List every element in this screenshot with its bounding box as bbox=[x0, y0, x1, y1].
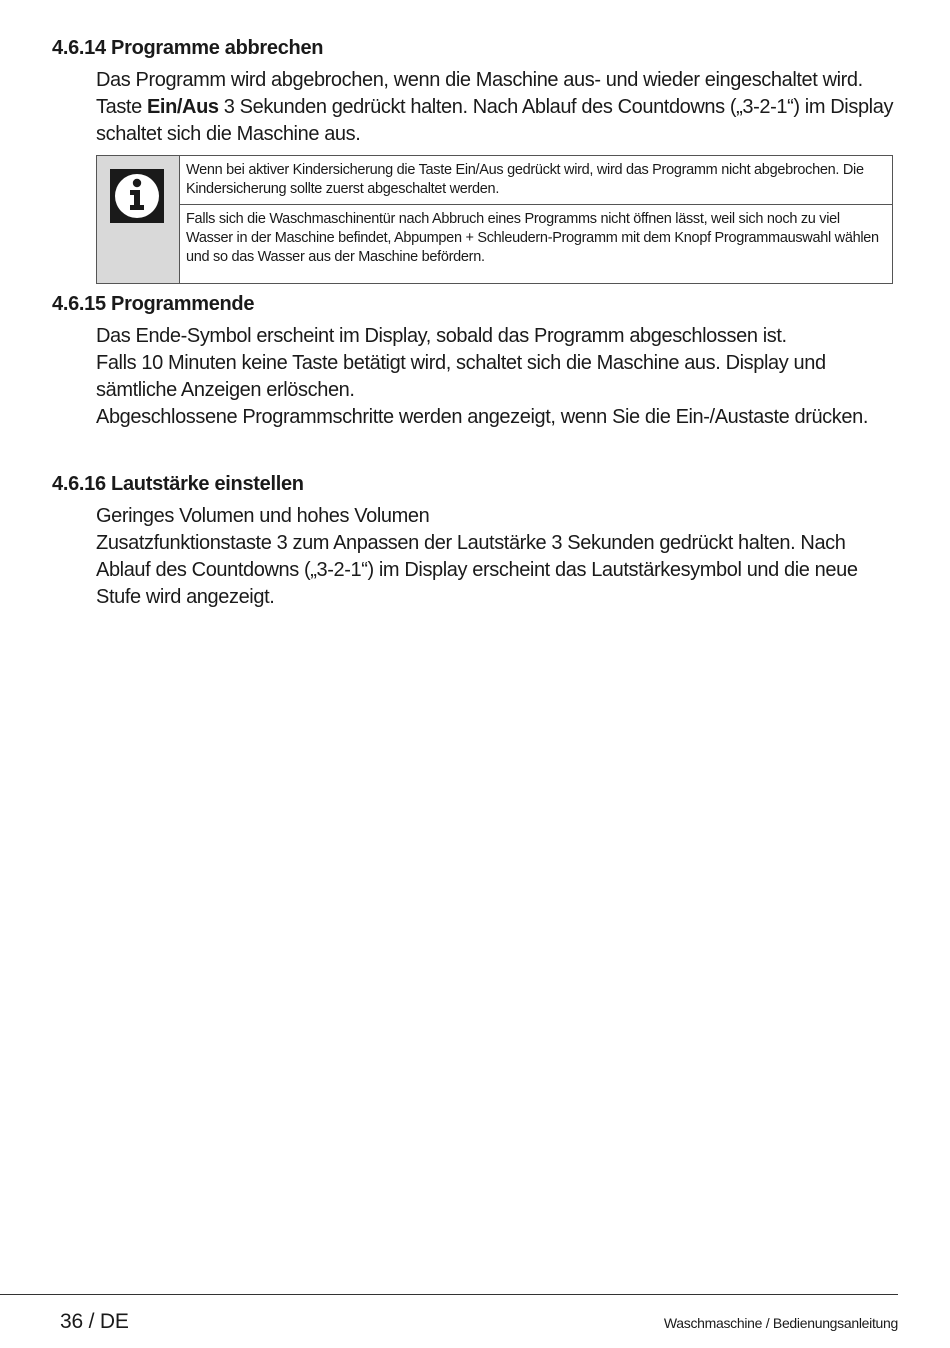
section-lautstaerke-einstellen bbox=[52, 471, 902, 611]
info-icon bbox=[110, 169, 164, 223]
document-title: Waschmaschine / Bedienungsanleitung bbox=[663, 1315, 898, 1331]
info-icon-cell bbox=[97, 156, 180, 283]
info-note: Falls sich die Waschmaschinentür nach Abbruch eines Programms nicht öffnen lässt, weil sich noch zu viel Wasser in der Maschine befindet, Abpumpen + Schleudern-Programm mit dem Knopf Programmauswahl wählen und so das Wasser aus der Maschine befördern. bbox=[180, 204, 892, 272]
section-paragraph bbox=[96, 67, 902, 148]
section-paragraphs bbox=[96, 503, 902, 611]
paragraph-text: Falls 10 Minuten keine Taste betätigt wird, schaltet sich die Maschine aus. Display und sämtliche Anzeigen erlöschen. bbox=[96, 352, 826, 401]
paragraph-text: Das Ende-Symbol erscheint im Display, sobald das Programm abgeschlossen ist. bbox=[96, 325, 787, 347]
info-box bbox=[96, 155, 893, 284]
info-note: Wenn bei aktiver Kindersicherung die Taste Ein/Aus gedrückt wird, wird das Programm nicht abgebrochen. Die Kindersicherung sollte zuerst abgeschaltet werden. bbox=[186, 162, 864, 197]
section-programme-abbrechen bbox=[52, 35, 902, 148]
page-number: 36 / DE bbox=[60, 1310, 129, 1333]
paragraph-text: Geringes Volumen und hohes Volumen bbox=[96, 505, 430, 527]
section-heading: 4.6.14 Programme abbrechen bbox=[52, 37, 324, 59]
button-name-emphasis: Ein/Aus bbox=[146, 96, 219, 118]
section-paragraphs bbox=[96, 323, 902, 431]
section-heading: 4.6.16 Lautstärke einstellen bbox=[52, 473, 304, 495]
paragraph-text bbox=[96, 67, 902, 148]
paragraph-text: Abgeschlossene Programmschritte werden angezeigt, wenn Sie die Ein-/Austaste drücken. bbox=[96, 406, 868, 428]
section-programmende bbox=[52, 291, 902, 431]
section-heading: 4.6.15 Programmende bbox=[52, 293, 255, 315]
footer-divider bbox=[0, 1294, 898, 1295]
paragraph-part: Das Programm wird abgebrochen, wenn die Maschine aus- und wieder eingeschaltet wird. Taste bbox=[96, 69, 863, 118]
paragraph-part: 3 Sekunden gedrückt halten. Nach Ablauf des Countdowns („3-2-1“) im Display schaltet sich die Maschine aus. bbox=[96, 96, 894, 145]
info-notes bbox=[180, 156, 892, 283]
paragraph-text: Zusatzfunktionstaste 3 zum Anpassen der Lautstärke 3 Sekunden gedrückt halten. Nach Ablauf des Countdowns („3-2-1“) im Display erscheint das Lautstärkesymbol und die neue Stufe wird angezeigt. bbox=[96, 532, 858, 608]
